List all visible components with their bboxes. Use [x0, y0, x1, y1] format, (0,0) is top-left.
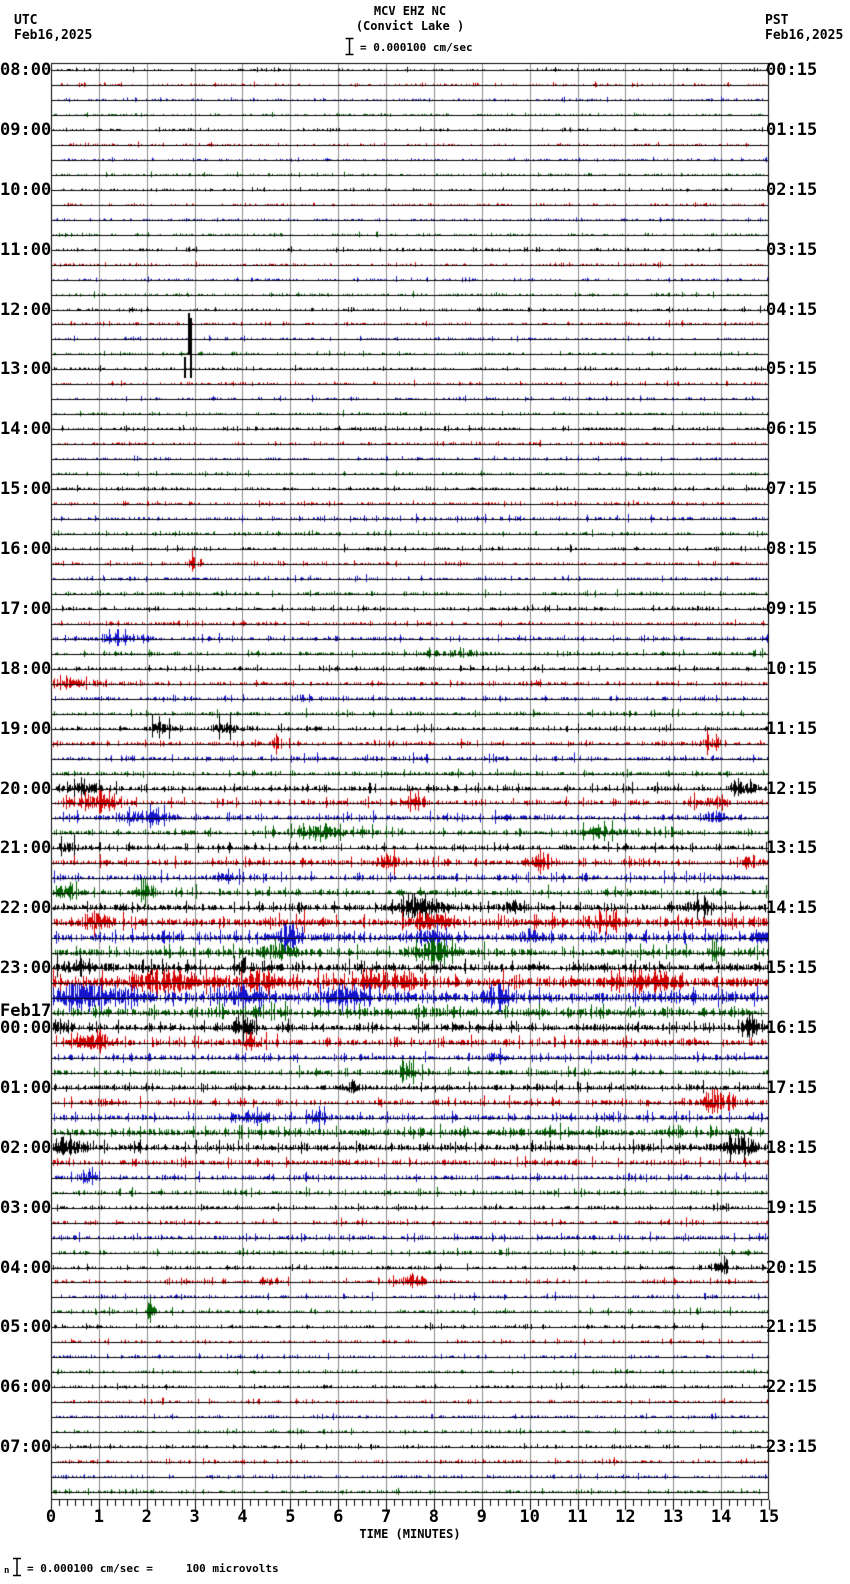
- x-tick-label: 3: [189, 1507, 200, 1527]
- x-tick-label: 6: [333, 1507, 344, 1527]
- pst-hour-label: 03:15: [766, 240, 818, 260]
- pst-hour-label: 04:15: [766, 300, 818, 320]
- utc-hour-label: 07:00: [0, 1437, 52, 1457]
- pst-hour-label: 09:15: [766, 599, 818, 619]
- utc-hour-label: 12:00: [0, 300, 52, 320]
- x-tick-label: 8: [428, 1507, 440, 1527]
- utc-hour-label: 19:00: [0, 719, 52, 739]
- x-tick-label: 1: [93, 1507, 104, 1527]
- utc-hour-label: 03:00: [0, 1198, 52, 1218]
- utc-hour-label: 21:00: [0, 838, 52, 858]
- pst-hour-label: 17:15: [766, 1078, 818, 1098]
- pst-hour-label: 19:15: [766, 1198, 818, 1218]
- utc-date-label: Feb16,2025: [14, 28, 93, 43]
- pst-hour-label: 05:15: [766, 359, 818, 379]
- pst-hour-label: 16:15: [766, 1018, 818, 1038]
- x-tick-label: 5: [285, 1507, 296, 1527]
- x-tick-label: 10: [519, 1507, 540, 1527]
- utc-hour-label: 23:00: [0, 958, 52, 978]
- pst-hour-label: 14:15: [766, 898, 818, 918]
- pst-hour-label: 15:15: [766, 958, 818, 978]
- utc-timezone-label: UTC: [14, 13, 38, 28]
- x-tick-label: 2: [141, 1507, 152, 1527]
- footer-scale-prefix: n: [4, 1566, 10, 1576]
- x-tick-label: 14: [710, 1507, 732, 1527]
- pst-hour-label: 23:15: [766, 1437, 818, 1457]
- utc-hour-label: 22:00: [0, 898, 52, 918]
- station-title: MCV EHZ NC: [373, 4, 447, 18]
- date-change-label: Feb17: [0, 1001, 52, 1021]
- scale-bar-icon: [344, 37, 355, 56]
- pst-date-label: Feb16,2025: [765, 28, 844, 43]
- pst-hour-label: 07:15: [766, 479, 818, 499]
- utc-hour-label: 01:00: [0, 1078, 52, 1098]
- pst-hour-label: 06:15: [766, 419, 818, 439]
- pst-hour-label: 10:15: [766, 659, 818, 679]
- pst-hour-label: 02:15: [766, 180, 818, 200]
- x-tick-label: 11: [567, 1507, 588, 1527]
- pst-hour-label: 20:15: [766, 1258, 818, 1278]
- pst-timezone-label: PST: [765, 13, 789, 28]
- utc-hour-label: 20:00: [0, 779, 52, 799]
- pst-hour-label: 00:15: [766, 60, 818, 80]
- utc-hour-label: 04:00: [0, 1258, 52, 1278]
- utc-hour-label: 17:00: [0, 599, 52, 619]
- utc-hour-label: 10:00: [0, 180, 52, 200]
- utc-hour-label: 05:00: [0, 1317, 52, 1337]
- x-tick-label: 12: [615, 1507, 636, 1527]
- utc-hour-label: 06:00: [0, 1377, 52, 1397]
- x-tick-label: 0: [45, 1507, 57, 1527]
- x-tick-label: 15: [758, 1507, 780, 1527]
- time-axis-label: TIME (MINUTES): [359, 1527, 461, 1541]
- pst-hour-label: 22:15: [766, 1377, 818, 1397]
- footer-scale-note: = 0.000100 cm/sec = 100 microvolts: [27, 1562, 279, 1575]
- footer-scale-bar-icon: [11, 1557, 23, 1577]
- pst-hour-label: 13:15: [766, 838, 818, 858]
- utc-hour-label: 09:00: [0, 120, 52, 140]
- utc-hour-label: 15:00: [0, 479, 52, 499]
- utc-hour-label: 00:00: [0, 1018, 52, 1038]
- utc-hour-label: 18:00: [0, 659, 52, 679]
- x-tick-label: 7: [380, 1507, 392, 1527]
- pst-hour-label: 01:15: [766, 120, 818, 140]
- x-tick-label: 9: [476, 1507, 487, 1527]
- amplitude-scale-label: = 0.000100 cm/sec: [360, 41, 473, 54]
- utc-hour-label: 02:00: [0, 1138, 52, 1158]
- station-subtitle: (Convict Lake ): [355, 19, 465, 33]
- x-tick-label: 13: [663, 1507, 684, 1527]
- utc-hour-label: 08:00: [0, 60, 52, 80]
- pst-hour-label: 21:15: [766, 1317, 818, 1337]
- utc-hour-label: 11:00: [0, 240, 52, 260]
- pst-hour-label: 08:15: [766, 539, 818, 559]
- utc-hour-label: 14:00: [0, 419, 52, 439]
- utc-hour-label: 13:00: [0, 359, 52, 379]
- x-tick-label: 4: [237, 1507, 248, 1527]
- pst-hour-label: 11:15: [766, 719, 818, 739]
- pst-hour-label: 12:15: [766, 779, 818, 799]
- utc-hour-label: 16:00: [0, 539, 52, 559]
- pst-hour-label: 18:15: [766, 1138, 818, 1158]
